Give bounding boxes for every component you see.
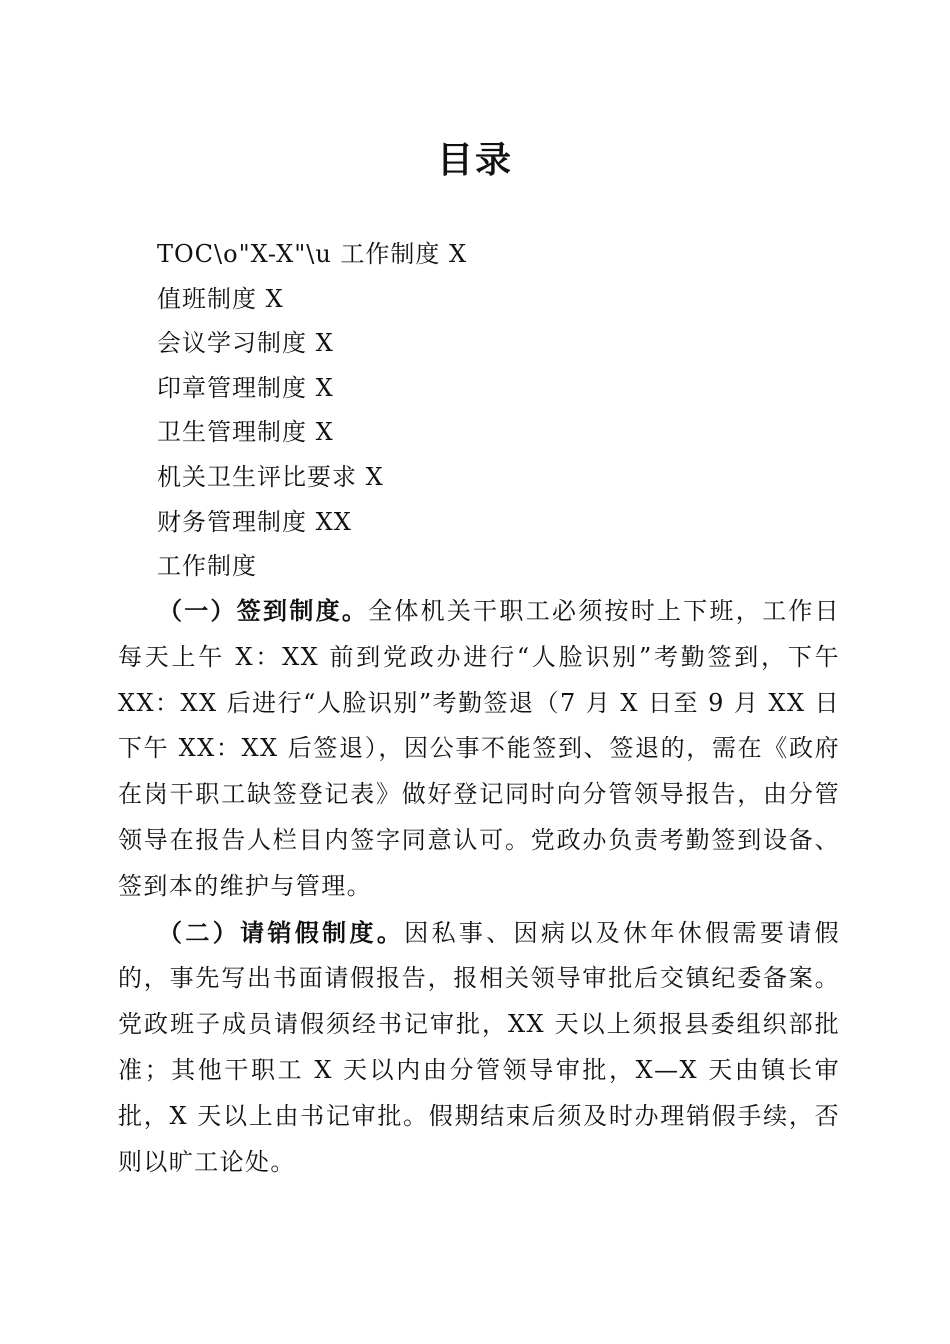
paragraph-lead: （二）请销假制度。 xyxy=(158,917,405,947)
table-of-contents xyxy=(157,232,467,589)
paragraph-text: 因私事、因病以及休年休假需要请假的，事先写出书面请假报告，报相关领导审批后交镇纪委备案。党政班子成员请假须经书记审批，XX 天以上须报县委组织部批准；其他干职工 X 天以内由分管领导审批，X—X 天由镇长审批，X 天以上由书记审批。假期结束后须及时办理销假手续，否则以旷工论处。 xyxy=(118,918,840,1176)
toc-item[interactable]: 财务管理制度 XX xyxy=(157,507,352,536)
section-heading: 工作制度 xyxy=(157,552,257,581)
page-title: 目录 xyxy=(436,139,513,181)
toc-item[interactable]: TOC\o"X-X"\u 工作制度 X xyxy=(157,240,468,268)
toc-item[interactable]: 印章管理制度 X xyxy=(157,373,334,402)
paragraph-leave xyxy=(118,910,840,1186)
body-text xyxy=(118,588,840,1185)
toc-item[interactable]: 值班制度 X xyxy=(157,284,284,313)
toc-item[interactable]: 机关卫生评比要求 X xyxy=(157,462,384,491)
paragraph-sign-in xyxy=(118,588,840,910)
paragraph-text: 全体机关干职工必须按时上下班，工作日每天上午 X：XX 前到党政办进行“人脸识别”考勤签到，下午 XX：XX 后进行“人脸识别”考勤签退（7 月 X 日至 9 月 XX 日下午 XX：XX 后签退），因公事不能签到、签退的，需在《政府在岗干职工缺签登记表》做好登记同时向分管领导报告，由分管领导在报告人栏目内签字同意认可。党政办负责考勤签到设备、签到本的维护与管理。 xyxy=(118,597,840,900)
paragraph-lead: （一）签到制度。 xyxy=(158,596,369,625)
toc-item[interactable]: 会议学习制度 X xyxy=(157,329,334,358)
toc-item[interactable]: 卫生管理制度 X xyxy=(157,418,334,447)
